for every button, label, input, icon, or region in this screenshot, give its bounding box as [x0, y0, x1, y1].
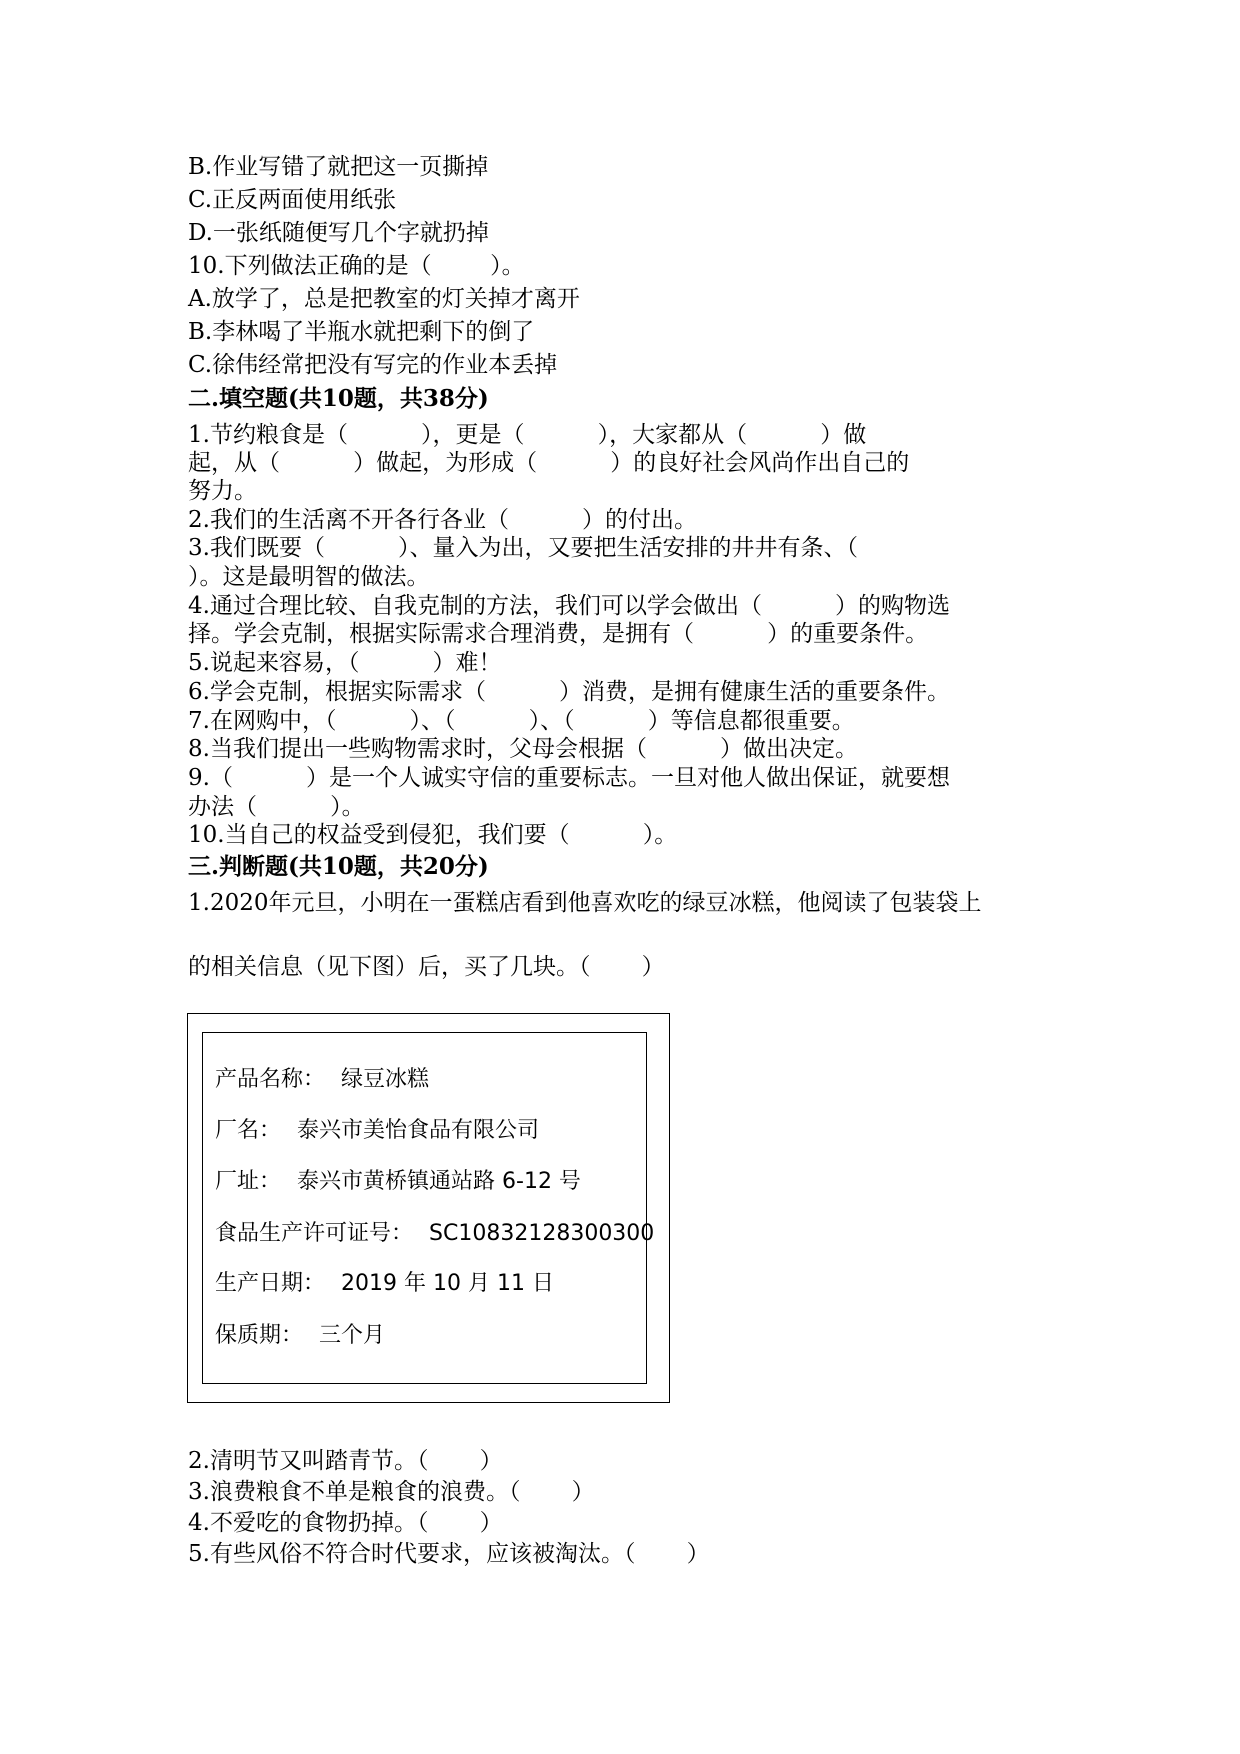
q9-option-b: B.作业写错了就把这一页撕掉	[188, 154, 489, 180]
judge-item: 3.浪费粮食不单是粮食的浪费。（ ）	[188, 1479, 595, 1505]
fill-line: 4.通过合理比较、自我克制的方法，我们可以学会做出（ ）的购物选	[188, 593, 951, 619]
judge-q1-line1: 1.2020年元旦，小明在一蛋糕店看到他喜欢吃的绿豆冰糕，他阅读了包装袋上	[188, 890, 982, 916]
judge-item: 4.不爱吃的食物扔掉。（ ）	[188, 1510, 503, 1536]
section3-title: 三.判断题(共10题，共20分)	[188, 853, 489, 880]
fill-line: 7.在网购中，（ ）、（ ）、（ ）等信息都很重要。	[188, 708, 855, 734]
label-factory-name: 厂名： 泰兴市美怡食品有限公司	[215, 1118, 540, 1143]
label-production-date: 生产日期： 2019 年 10 月 11 日	[215, 1271, 554, 1296]
fill-line: 10.当自己的权益受到侵犯，我们要（ ）。	[188, 822, 678, 848]
q10-option-a: A.放学了，总是把教室的灯关掉才离开	[188, 286, 580, 312]
fill-line: ）。这是最明智的做法。	[188, 564, 430, 590]
judge-item: 2.清明节又叫踏青节。（ ）	[188, 1448, 503, 1474]
q10-stem: 10.下列做法正确的是（ ）。	[188, 253, 525, 279]
fill-line: 起，从（ ）做起，为形成（ ）的良好社会风尚作出自己的	[188, 450, 910, 476]
judge-item: 5.有些风俗不符合时代要求，应该被淘汰。（ ）	[188, 1541, 710, 1567]
judge-q1-line2: 的相关信息（见下图）后，买了几块。（ ）	[188, 954, 665, 980]
q10-option-b: B.李林喝了半瓶水就把剩下的倒了	[188, 319, 535, 345]
label-license-number: 食品生产许可证号： SC10832128300300	[215, 1221, 655, 1246]
fill-line: 1.节约粮食是（ ），更是（ ），大家都从（ ）做	[188, 422, 867, 448]
q9-option-d: D.一张纸随便写几个字就扔掉	[188, 220, 489, 246]
fill-line: 择。学会克制，根据实际需求合理消费，是拥有（ ）的重要条件。	[188, 621, 929, 647]
fill-line: 8.当我们提出一些购物需求时，父母会根据（ ）做出决定。	[188, 736, 859, 762]
fill-line: 努力。	[188, 478, 257, 504]
fill-line: 办法（ ）。	[188, 794, 365, 820]
fill-line: 9.（ ）是一个人诚实守信的重要标志。一旦对他人做出保证，就要想	[188, 765, 951, 791]
fill-line: 5.说起来容易，（ ）难！	[188, 650, 502, 676]
label-product-name: 产品名称： 绿豆冰糕	[215, 1067, 430, 1092]
fill-line: 6.学会克制，根据实际需求（ ）消费，是拥有健康生活的重要条件。	[188, 679, 951, 705]
label-factory-address: 厂址： 泰兴市黄桥镇通站路 6-12 号	[215, 1169, 581, 1194]
q9-option-c: C.正反两面使用纸张	[188, 187, 397, 213]
label-shelf-life: 保质期： 三个月	[215, 1323, 386, 1348]
q10-option-c: C.徐伟经常把没有写完的作业本丢掉	[188, 352, 558, 378]
section2-title: 二.填空题(共10题，共38分)	[188, 385, 489, 412]
fill-line: 3.我们既要（ ）、量入为出，又要把生活安排的井井有条、（	[188, 535, 859, 561]
fill-line: 2.我们的生活离不开各行各业（ ）的付出。	[188, 507, 698, 533]
